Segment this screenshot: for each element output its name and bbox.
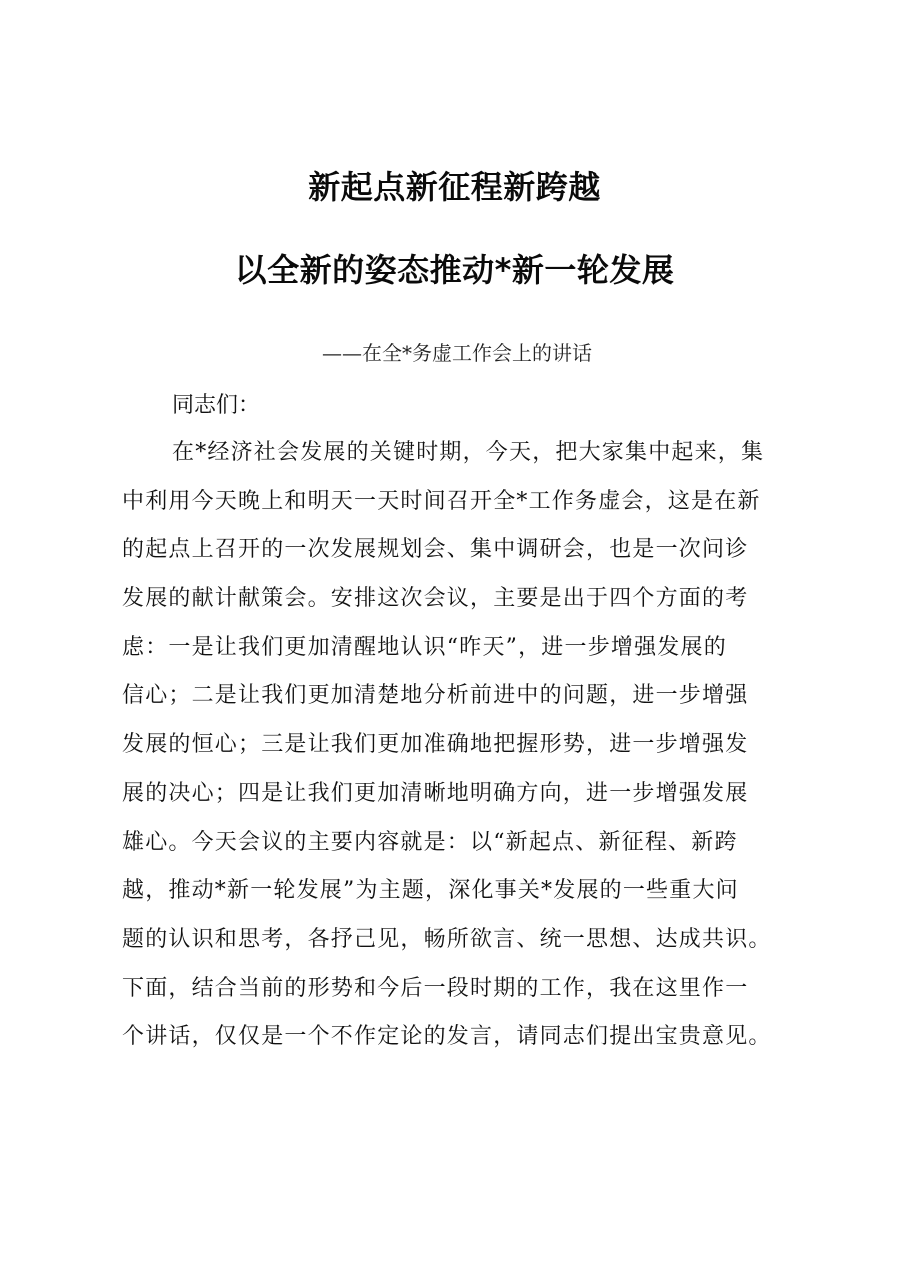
- paragraph-line: 展的决心；四是让我们更加清晰地明确方向，进一步增强发展: [122, 780, 749, 806]
- document-title-line-1: 新起点新征程新跨越: [308, 168, 601, 206]
- paragraph-line: 虑：一是让我们更加清醒地认识“昨天”，进一步增强发展的: [122, 634, 727, 660]
- paragraph-line: 的起点上召开的一次发展规划会、集中调研会，也是一次问诊: [122, 537, 749, 563]
- paragraph-line: 越，推动*新一轮发展”为主题，深化事关*发展的一些重大问: [122, 878, 739, 904]
- paragraph-line: 信心；二是让我们更加清楚地分析前进中的问题，进一步增强: [122, 683, 749, 709]
- document-title-line-2: 以全新的姿态推动*新一轮发展: [234, 251, 675, 289]
- paragraph-line: 题的认识和思考，各抒己见，畅所欲言、统一思想、达成共识。: [122, 926, 772, 952]
- document-subtitle: ——在全*务虚工作会上的讲话: [322, 341, 592, 365]
- paragraph-line: 发展的恒心；三是让我们更加准确地把握形势，进一步增强发: [122, 732, 749, 758]
- paragraph-line: 中利用今天晚上和明天一天时间召开全*工作务虚会，这是在新: [122, 488, 761, 514]
- speech-paragraph: [122, 435, 802, 1068]
- paragraph-line: 发展的献计献策会。安排这次会议，主要是出于四个方面的考: [122, 586, 749, 612]
- paragraph-line: 下面，结合当前的形势和今后一段时期的工作，我在这里作一: [122, 975, 749, 1001]
- paragraph-line: 在*经济社会发展的关键时期，今天，把大家集中起来，集: [172, 440, 765, 465]
- greeting: 同志们：: [172, 393, 261, 418]
- paragraph-line: 个讲话，仅仅是一个不作定论的发言，请同志们提出宝贵意见。: [122, 1024, 772, 1050]
- paragraph-line: 雄心。今天会议的主要内容就是：以“新起点、新征程、新跨: [122, 829, 738, 855]
